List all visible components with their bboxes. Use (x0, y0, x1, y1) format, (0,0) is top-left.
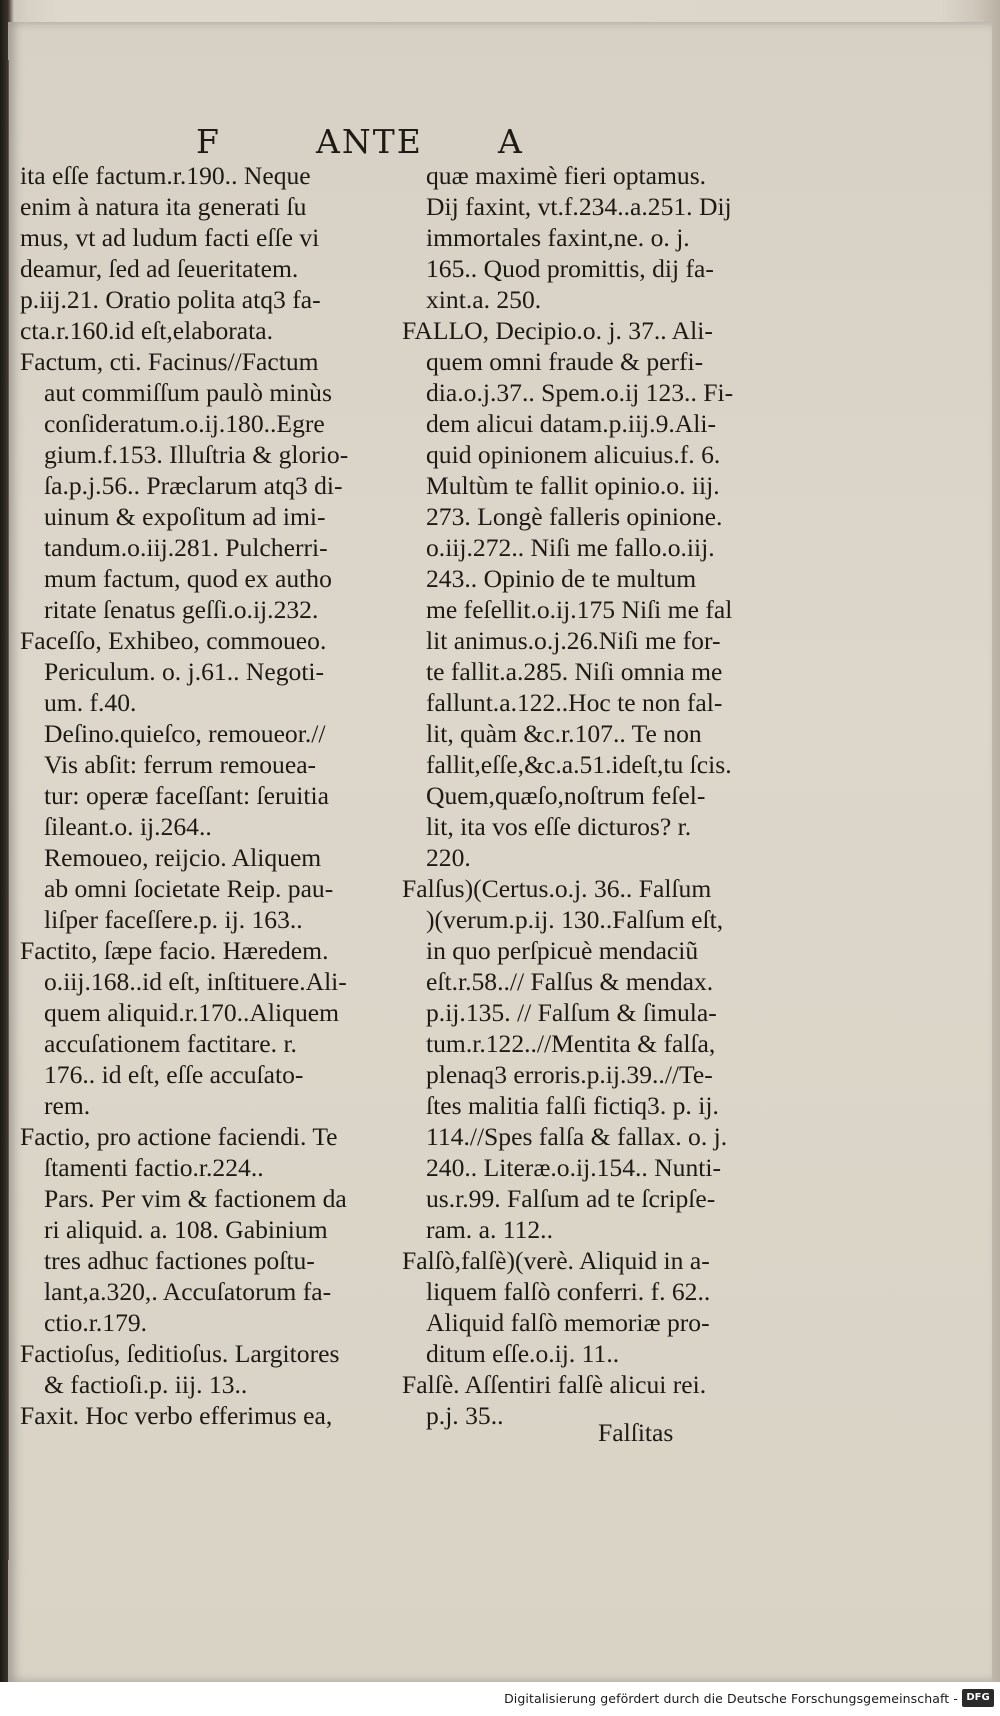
text-line: 243.. Opinio de te multum (426, 564, 697, 593)
text-line: 176.. id eſt, eſſe accuſato- (44, 1060, 304, 1089)
text-line: ita eſſe factum.r.190.. Neque (20, 161, 311, 190)
text-line: Pars. Per vim & factionem da (44, 1184, 347, 1213)
left-column (20, 160, 400, 1431)
running-head-right: A (498, 122, 524, 161)
text-line: ſileant.o. ij.264.. (44, 812, 212, 841)
text-line: Factio, pro actione faciendi. Te (20, 1122, 338, 1151)
text-line: enim à natura ita generati ſu (20, 192, 307, 221)
text-line: Falſè. Aſſentiri falſè alicui rei. (402, 1370, 707, 1399)
text-line: te fallit.a.285. Niſi omnia me (426, 657, 723, 686)
text-line: accuſationem factitare. r. (44, 1029, 297, 1058)
text-line: aut commiſſum paulò minùs (44, 378, 332, 407)
text-line: quem omni fraude & perfi- (426, 347, 704, 376)
text-line: um. f.40. (44, 688, 137, 717)
text-line: Factito, ſæpe facio. Hæredem. (20, 936, 329, 965)
text-line: dem alicui datam.p.iij.9.Ali- (426, 409, 716, 438)
text-line: in quo perſpicuè mendaciũ (426, 936, 699, 965)
running-head (0, 122, 1000, 162)
text-line: tres adhuc factiones poſtu- (44, 1246, 315, 1275)
binding-gutter (6, 60, 9, 1560)
text-line: )(verum.p.ij. 130..Falſum eſt, (426, 905, 724, 934)
text-line: tur: operæ faceſſant: ſeruitia (44, 781, 329, 810)
text-line: lit, quàm &c.r.107.. Te non (426, 719, 702, 748)
text-line: Falſò,falſè)(verè. Aliquid in a- (402, 1246, 710, 1275)
text-line: lit, ita vos eſſe dicturos? r. (426, 812, 692, 841)
text-line: ram. a. 112.. (426, 1215, 553, 1244)
text-line: Deſino.quieſco, remoueor.// (44, 719, 326, 748)
text-line: tandum.o.iij.281. Pulcherri- (44, 533, 328, 562)
text-line: mus, vt ad ludum facti eſſe vi (20, 223, 320, 252)
text-line: ri aliquid. a. 108. Gabinium (44, 1215, 328, 1244)
text-line: 273. Longè falleris opinione. (426, 502, 723, 531)
right-column (402, 160, 774, 1431)
text-line: xint.a. 250. (426, 285, 542, 314)
text-line: Aliquid falſò memoriæ pro- (426, 1308, 710, 1337)
text-line: Factioſus, ſeditioſus. Largitores (20, 1339, 340, 1368)
text-line: ſa.p.j.56.. Præclarum atq3 di- (44, 471, 343, 500)
text-line: Factum, cti. Facinus//Factum (20, 347, 319, 376)
text-line: tum.r.122..//Mentita & falſa, (426, 1029, 716, 1058)
text-line: p.j. 35.. (426, 1401, 504, 1430)
text-line: liquem falſò conferri. f. 62.. (426, 1277, 711, 1306)
text-line: liſper faceſſere.p. ij. 163.. (44, 905, 303, 934)
text-line: us.r.99. Falſum ad te ſcripſe- (426, 1184, 716, 1213)
text-line: lit animus.o.j.26.Niſi me for- (426, 626, 721, 655)
text-line: o.iij.272.. Niſi me fallo.o.iij. (426, 533, 715, 562)
running-head-left: F (196, 122, 221, 161)
text-line: cta.r.160.id eſt,elaborata. (20, 316, 273, 345)
catchword: Falſitas (598, 1418, 674, 1447)
text-line: 220. (426, 843, 471, 872)
text-line: o.iij.168..id eſt, inſtituere.Ali- (44, 967, 347, 996)
text-line: ctio.r.179. (44, 1308, 148, 1337)
text-line: fallunt.a.122..Hoc te non fal- (426, 688, 723, 717)
text-line: p.ij.135. // Falſum & ſimula- (426, 998, 717, 1027)
text-line: Dij faxint, vt.f.234..a.251. Dij (426, 192, 732, 221)
running-head-center: ANTE (316, 122, 423, 161)
text-line: immortales faxint,ne. o. j. (426, 223, 690, 252)
text-line: conſideratum.o.ij.180..Egre (44, 409, 325, 438)
text-line: dia.o.j.37.. Spem.o.ij 123.. Fi- (426, 378, 734, 407)
text-line: me feſellit.o.ij.175 Niſi me fal (426, 595, 733, 624)
text-line: quid opinionem alicuius.f. 6. (426, 440, 721, 469)
footer-credit: Digitalisierung gefördert durch die Deutsche Forschungsgemeinschaft - (504, 1691, 958, 1706)
text-line: mum factum, quod ex autho (44, 564, 332, 593)
text-line: p.iij.21. Oratio polita atq3 fa- (20, 285, 321, 314)
text-line: Quem,quæſo,noſtrum feſel- (426, 781, 706, 810)
text-line: deamur, ſed ad ſeueritatem. (20, 254, 299, 283)
text-line: ab omni ſocietate Reip. pau- (44, 874, 334, 903)
text-line: lant,a.320,. Accuſatorum fa- (44, 1277, 332, 1306)
text-line: Faceſſo, Exhibeo, commoueo. (20, 626, 327, 655)
text-line: 114.//Spes falſa & fallax. o. j. (426, 1122, 728, 1151)
text-line: plenaq3 erroris.p.ij.39..//Te- (426, 1060, 713, 1089)
text-line: & factioſi.p. iij. 13.. (44, 1370, 248, 1399)
text-line: ritate ſenatus geſſi.o.ij.232. (44, 595, 319, 624)
text-line: ſtes malitia falſi fictiq3. p. ij. (426, 1091, 719, 1120)
text-line: 165.. Quod promittis, dij fa- (426, 254, 714, 283)
footer-bar (0, 1682, 1000, 1716)
text-line: Multùm te fallit opinio.o. iij. (426, 471, 720, 500)
dfg-logo-icon: DFG (962, 1689, 994, 1707)
text-line: Vis abſit: ferrum remouea- (44, 750, 317, 779)
text-line: 240.. Literæ.o.ij.154.. Nunti- (426, 1153, 722, 1182)
text-line: ditum eſſe.o.ij. 11.. (426, 1339, 620, 1368)
text-line: gium.f.153. Illuſtria & glorio- (44, 440, 349, 469)
text-line: Falſus)(Certus.o.j. 36.. Falſum (402, 874, 712, 903)
text-line: FALLO, Decipio.o. j. 37.. Ali- (402, 316, 713, 345)
text-line: eſt.r.58..// Falſus & mendax. (426, 967, 714, 996)
text-line: rem. (44, 1091, 91, 1120)
text-line: Periculum. o. j.61.. Negoti- (44, 657, 325, 686)
text-line: quæ maximè fieri optamus. (426, 161, 707, 190)
text-line: ſtamenti factio.r.224.. (44, 1153, 264, 1182)
text-line: quem aliquid.r.170..Aliquem (44, 998, 340, 1027)
text-line: Faxit. Hoc verbo efferimus ea, (20, 1401, 333, 1430)
text-line: Remoueo, reijcio. Aliquem (44, 843, 322, 872)
text-line: fallit,eſſe,&c.a.51.ideſt,tu ſcis. (426, 750, 732, 779)
text-line: uinum & expoſitum ad imi- (44, 502, 326, 531)
